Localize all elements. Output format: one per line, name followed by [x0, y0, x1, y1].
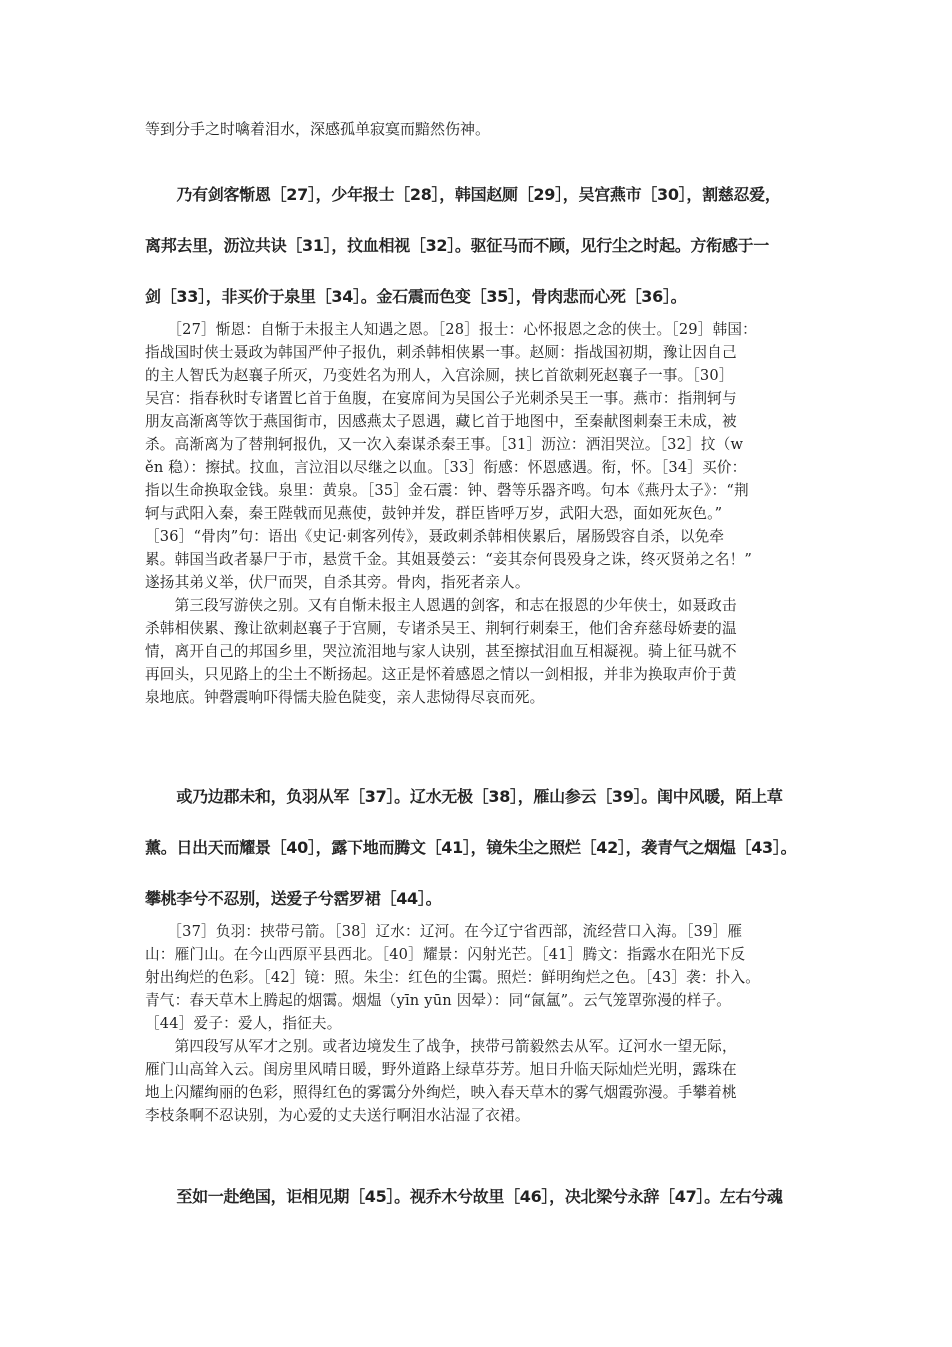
translation-line: 雁门山高耸入云。闺房里风晴日暖，野外道路上绿草芬芳。旭日升临天际灿烂光明，露珠在	[145, 1061, 737, 1078]
annotation-line: ［27］惭恩：自惭于未报主人知遇之恩。［28］报士：心怀报恩之念的侠士。［29］韩国：	[145, 321, 757, 338]
original-text-line: 乃有剑客惭恩［27］，少年报士［28］，韩国赵厕［29］，吴宫燕市［30］，割慈忍爱，	[145, 185, 781, 204]
annotation-line: ［36］“骨肉”句：语出《史记·刺客列传》，聂政刺杀韩相侠累后，屠肠毁容自杀，以免牵	[145, 528, 725, 545]
annotation-line: 指以生命换取金钱。泉里：黄泉。［35］金石震：钟、磬等乐器齐鸣。句本《燕丹太子》：“荆	[145, 482, 749, 499]
annotation-line: 的主人智氏为赵襄子所灭，乃变姓名为刑人，入宫涂厕，挟匕首欲刺死赵襄子一事。［30］	[145, 367, 734, 384]
annotation-line: ［37］负羽：挟带弓箭。［38］辽水：辽河。在今辽宁省西部，流经营口入海。［39］雁	[145, 923, 743, 940]
annotation-line: 青气：春天草木上腾起的烟霭。烟煴（yīn yūn 因晕）：同“氤氲”。云气笼罩弥漫的样子。	[145, 992, 732, 1009]
annotation-line: 遂扬其弟义举，伏尸而哭，自杀其旁。骨肉，指死者亲人。	[145, 574, 530, 591]
annotation-line: 山：雁门山。在今山西原平县西北。［40］耀景：闪射光芒。［41］腾文：指露水在阳光下反	[145, 946, 746, 963]
translation-line: 第四段写从军才之别。或者边境发生了战争，挟带弓箭毅然去从军。辽河水一望无际，	[145, 1038, 737, 1055]
original-text-line: 攀桃李兮不忍别，送爱子兮霑罗裙［44］。	[145, 889, 442, 908]
paragraph-line: 等到分手之时噙着泪水，深感孤单寂寞而黯然伤神。	[145, 120, 491, 138]
translation-line: 再回头，只见路上的尘土不断扬起。这正是怀着感恩之情以一剑相报，并非为换取声价于黄	[145, 666, 737, 683]
annotation-line: 射出绚烂的色彩。［42］镜：照。朱尘：红色的尘霭。照烂：鲜明绚烂之色。［43］袭：扑入。	[145, 969, 761, 986]
annotation-line: 轲与武阳入秦，秦王陛戟而见燕使，鼓钟并发，群臣皆呼万岁，武阳大恐，面如死灰色。”	[145, 505, 723, 522]
translation-line: 第三段写游侠之别。又有自惭未报主人恩遇的剑客，和志在报恩的少年侠士，如聂政击	[145, 597, 737, 614]
translation-line: 李枝条啊不忍诀别，为心爱的丈夫送行啊泪水沾湿了衣裙。	[145, 1107, 530, 1124]
annotation-line: ［44］爱子：爱人，指征夫。	[145, 1015, 342, 1032]
annotation-line: ěn 稳）：擦拭。抆血，言泣泪以尽继之以血。［33］衔感：怀恩感遇。衔，怀。［34］买价：	[145, 459, 747, 476]
original-text-line: 薰。日出天而耀景［40］，露下地而腾文［41］，镜朱尘之照烂［42］，袭青气之烟煴［43］。	[145, 838, 797, 857]
annotation-line: 累。韩国当政者暴尸于市，悬赏千金。其姐聂嫈云：“妾其奈何畏殁身之诛，终灭贤弟之名！”	[145, 551, 753, 568]
original-text-line: 至如一赴绝国，讵相见期［45］。视乔木兮故里［46］，决北梁兮永辞［47］。左右兮魂	[145, 1187, 783, 1206]
annotation-line: 朋友高渐离等饮于燕国街市，因感燕太子恩遇，藏匕首于地图中，至秦献图刺秦王未成，被	[145, 413, 737, 430]
original-text-line: 剑［33］，非买价于泉里［34］。金石震而色变［35］，骨肉悲而心死［36］。	[145, 287, 687, 306]
annotation-line: 指战国时侠士聂政为韩国严仲子报仇，刺杀韩相侠累一事。赵厕：指战国初期，豫让因自己	[145, 344, 737, 361]
translation-line: 泉地底。钟磬震响吓得懦夫脸色陡变，亲人悲恸得尽哀而死。	[145, 689, 545, 706]
original-text-line: 离邦去里，沥泣共诀［31］，抆血相视［32］。驱征马而不顾，见行尘之时起。方衔感于一	[145, 236, 769, 255]
translation-line: 情，离开自己的邦国乡里，哭泣流泪地与家人诀别，甚至擦拭泪血互相凝视。骑上征马就不	[145, 643, 737, 660]
translation-line: 杀韩相侠累、豫让欲刺赵襄子于宫厕，专诸杀吴王、荆轲行刺秦王，他们舍弃慈母娇妻的温	[145, 620, 737, 637]
annotation-line: 吴宫：指春秋时专诸置匕首于鱼腹，在宴席间为吴国公子光刺杀吴王一事。燕市：指荆轲与	[145, 390, 737, 407]
translation-line: 地上闪耀绚丽的色彩，照得红色的雾霭分外绚烂，映入春天草木的雾气烟霞弥漫。手攀着桃	[145, 1084, 737, 1101]
original-text-line: 或乃边郡未和，负羽从军［37］。辽水无极［38］，雁山参云［39］。闺中风暖，陌上草	[145, 787, 783, 806]
annotation-line: 杀。高渐离为了替荆轲报仇，又一次入秦谋杀秦王事。［31］沥泣：洒泪哭泣。［32］抆（w	[145, 436, 744, 453]
